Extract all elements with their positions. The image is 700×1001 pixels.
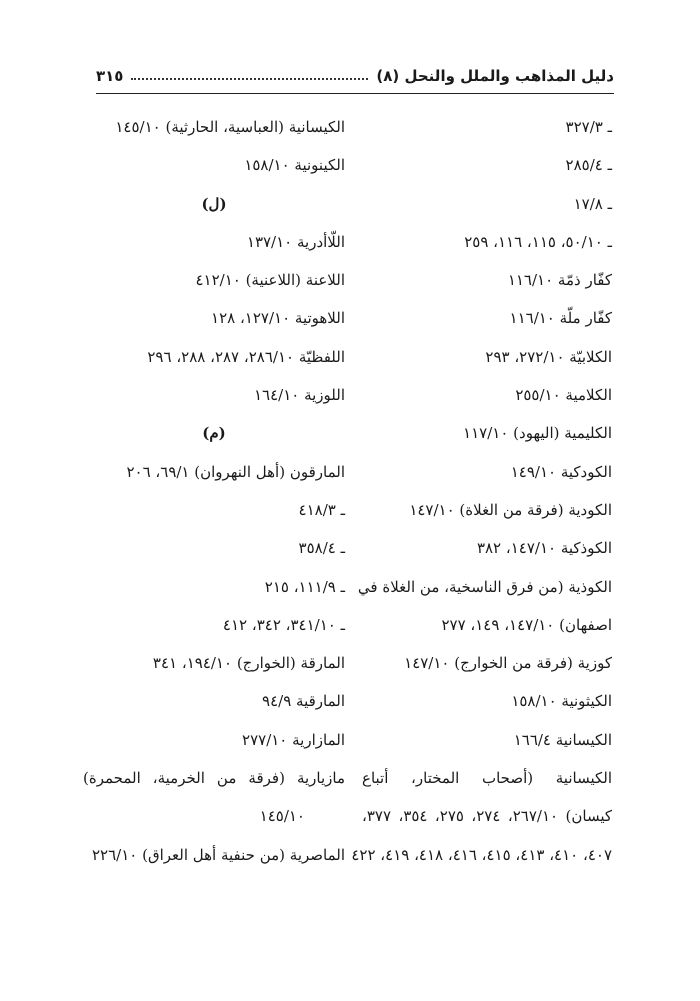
index-entry: المارقية ٩٤/٩ [262,692,345,711]
index-entry: الكوذية (من فرق الناسخية، من الغلاة في [357,577,612,596]
index-entry: الكودكية ١٤٩/١٠ [510,462,612,481]
index-entry: الكودية (فرقة من الغلاة) ١٤٧/١٠ [409,500,612,519]
index-entry: المارقون (أهل النهروان) ٦٩/١، ٢٠٦ [126,462,345,481]
index-entry: ـ ٥٠/١٠، ١١٥، ١١٦، ٢٥٩ [464,232,612,251]
index-entry: الكلامية ٢٥٥/١٠ [515,386,612,405]
right-column [351,108,613,874]
header-title: دليل المذاهب والملل والنحل (٨) [376,67,614,85]
index-entry: اللاعنة (اللاعنية) ٤١٢/١٠ [195,271,345,290]
index-entry: الكيسانية (العباسية، الحارثية) ١٤٥/١٠ [115,118,345,136]
index-entry: كفّار ملّة ١١٦/١٠ [509,309,612,328]
index-entry: كفّار ذمّة ١١٦/١٠ [507,271,612,290]
index-entry: ـ ٣٢٧/٣ [565,118,612,136]
index-entry: الماصرية (من حنفية أهل العراق) ٢٢٦/١٠ [92,845,345,864]
index-entry: ١٤٥/١٠ [259,807,305,826]
running-header [96,62,614,90]
index-entry: الكيسانية (أصحاب المختار، أتباع [362,769,612,788]
index-entry: اللوزية ١٦٤/١٠ [253,386,345,405]
section-letter-heading: (م) [202,424,226,443]
index-entry: مازيارية (فرقة من الخرمية، المحمرة) [83,769,345,788]
index-entry: اللفظيّة ٢٨٦/١٠، ٢٨٧، ٢٨٨، ٢٩٦ [147,347,345,366]
index-entry: ـ ٢٨٥/٤ [565,156,612,175]
index-entry: الكلابيّة ٢٧٢/١٠، ٢٩٣ [485,347,612,366]
index-entry: ٤٠٧، ٤١٠، ٤١٣، ٤١٥، ٤١٦، ٤١٨، ٤١٩، ٤٢٢ [351,845,612,864]
index-entry: كوزية (فرقة من الخوارج) ١٤٧/١٠ [404,654,612,673]
index-entry: ـ ١٧/٨ [573,194,612,213]
index-entry: اصفهان) ١٤٧/١٠، ١٤٩، ٢٧٧ [441,615,612,634]
index-entry: الكوذكية ١٤٧/١٠، ٣٨٢ [476,539,612,558]
index-entry: كيسان) ٢٦٧/١٠، ٢٧٤، ٢٧٥، ٣٥٤، ٣٧٧، [362,807,613,826]
header-dot-leader [131,78,368,80]
index-entry: الكيسانية ١٦٦/٤ [513,730,612,749]
index-entry: ـ ٣٥٨/٤ [298,539,345,558]
index-entry: ـ ٤١٨/٣ [298,500,345,519]
index-entry: المازارية ٢٧٧/١٠ [242,730,345,749]
left-column [83,108,345,874]
index-entry: الكليمية (اليهود) ١١٧/١٠ [463,424,612,443]
index-entry: ـ ٣٤١/١٠، ٣٤٢، ٤١٢ [222,615,345,634]
index-entry: اللّاأدرية ١٣٧/١٠ [246,232,345,251]
index-entry: الكينونية ١٥٨/١٠ [244,156,345,175]
index-entry: المارقة (الخوارج) ١٩٤/١٠، ٣٤١ [152,654,345,673]
index-entry: اللاهوتية ١٢٧/١٠، ١٢٨ [211,309,345,328]
index-entry: ـ ١١١/٩، ٢١٥ [264,577,345,596]
index-entry: الكيثونية ١٥٨/١٠ [511,692,612,711]
section-letter-heading: (ل) [201,194,227,213]
page-number: ٣١٥ [96,67,124,85]
header-rule [96,93,614,94]
